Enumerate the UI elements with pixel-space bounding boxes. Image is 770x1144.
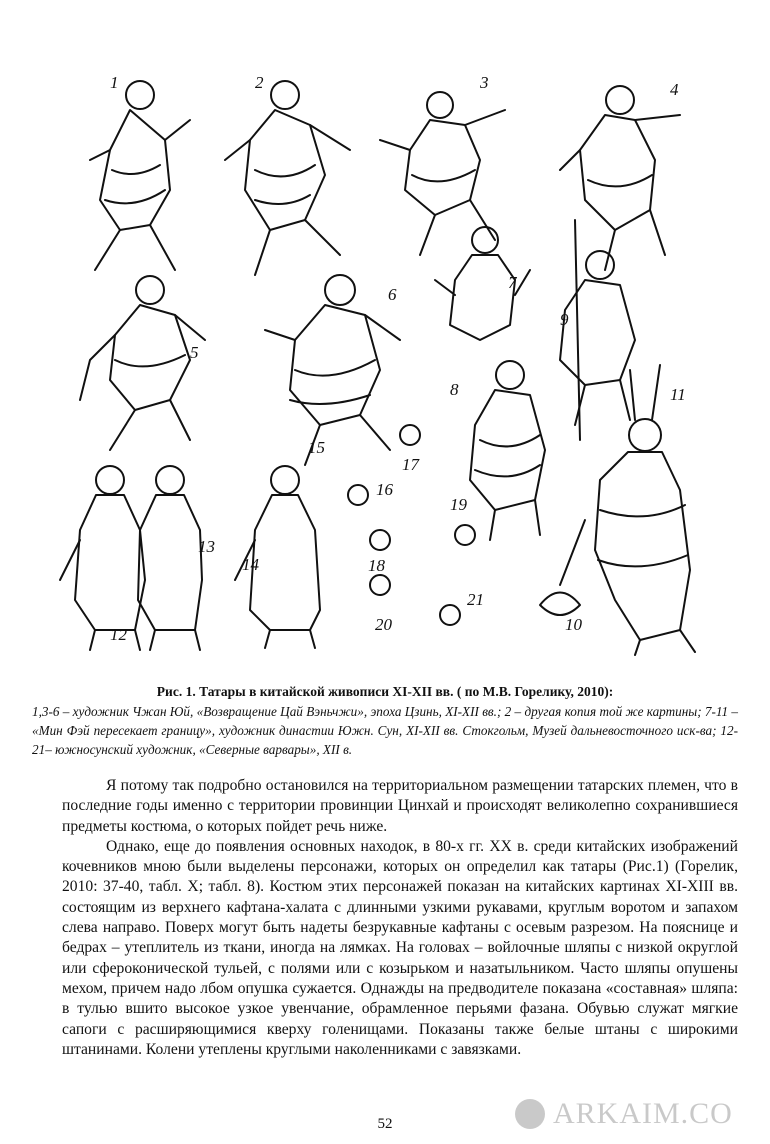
figure-label: 19	[450, 495, 467, 514]
figure-label: 2	[255, 73, 264, 92]
figure-label: 20	[375, 615, 392, 634]
figure-label: 18	[368, 556, 385, 575]
figure-label: 7	[508, 273, 517, 292]
figure-label: 17	[402, 455, 419, 474]
figure-caption-body: 1,3-6 – художник Чжан Юй, «Возвращение Цай Вэньчжи», эпоха Цзинь, XI-XII вв.; 2 – другая копия той же картины; 7-11 – «Мин Фэй пересекает границу», художник династии Южн. Сун, XI-XII вв. Стокгольм, Музей дальневосточного иск-ва; 12-21– южносунский художник, «Северные варвары», XII в.	[32, 704, 738, 757]
figure-11-drawing	[595, 365, 695, 655]
figure-label: 10	[565, 615, 582, 634]
figure-4-drawing	[560, 86, 680, 270]
watermark-text: ARKAIM.CO	[553, 1097, 733, 1130]
figure-9-drawing	[560, 220, 635, 440]
figure-drawings	[40, 40, 730, 660]
paragraph: Я потому так подробно остановился на территориальном размещении татарских племен, что в последние годы именно с территории провинции Цинхай и происходят великолепно сохранившиеся предметы костюма, о которых пойдет речь ниже.	[62, 777, 738, 835]
watermark-circle-icon	[515, 1099, 545, 1129]
figure-label: 8	[450, 380, 459, 399]
watermark	[515, 1096, 733, 1132]
figure-3-drawing	[380, 92, 505, 255]
figure-label: 15	[308, 438, 325, 457]
figure-2-drawing	[225, 81, 350, 275]
figure-label: 1	[110, 73, 119, 92]
figure-10-drawing	[540, 520, 585, 615]
figure-8-drawing	[470, 361, 545, 540]
figure-label: 4	[670, 80, 679, 99]
figure-caption-title: Рис. 1. Татары в китайской живописи XI-XII вв. ( по М.В. Горелику, 2010):	[156, 684, 614, 699]
figure-12-drawing	[60, 466, 145, 650]
figure-label: 11	[670, 385, 686, 404]
figure-illustration	[40, 40, 730, 660]
figure-label: 13	[198, 537, 215, 556]
figure-label: 12	[110, 625, 127, 644]
figure-label: 14	[242, 555, 259, 574]
figure-1-drawing	[90, 81, 190, 270]
figure-label: 21	[467, 590, 484, 609]
page-number: 52	[377, 1116, 393, 1132]
figure-6-drawing	[265, 275, 400, 465]
figure-label: 3	[480, 73, 489, 92]
figure-label: 5	[190, 343, 199, 362]
figure-label: 9	[560, 310, 569, 329]
figure-13-drawing	[138, 466, 202, 650]
paragraph: Однако, еще до появления основных находок, в 80-х гг. XX в. среди китайских изображений кочевников мною были выделены персонажи, которых он определил как татары (Рис.1) (Горелик, 2010: 37-40, табл. X; табл. 8). Костюм этих персонажей показан на китайских картинах XI-XIII вв. состоящим из верхнего кафтана-халата с длинными узкими рукавами, круглым воротом и запахом слева направо. Поверх могут быть надеты безрукавные кафтаны с осевым разрезом. На пояснице и бедрах – утеплитель из ткани, иногда на лямках. На головах – войлочные шляпы с низкой округлой или сфероконической тульей, с полями или с козырьком и назатыльником. Часто шляпы опушены мехом, причем надо лбом опушка сужается. Однажды на предводителе показана «составная» шляпа: в тулью вшито высокое узкое увенчание, обрамленное перьями фазана. Обувью служат мягкие сапоги с расширяющимися кверху голенищами. Показаны также белые штаны с широкими штанинами. Колени утеплены круглыми наколенниками с завязками.	[62, 837, 738, 1058]
body-text	[62, 776, 738, 1060]
figure-5-drawing	[80, 276, 205, 450]
figure-label: 16	[376, 480, 393, 499]
figure-label: 6	[388, 285, 397, 304]
